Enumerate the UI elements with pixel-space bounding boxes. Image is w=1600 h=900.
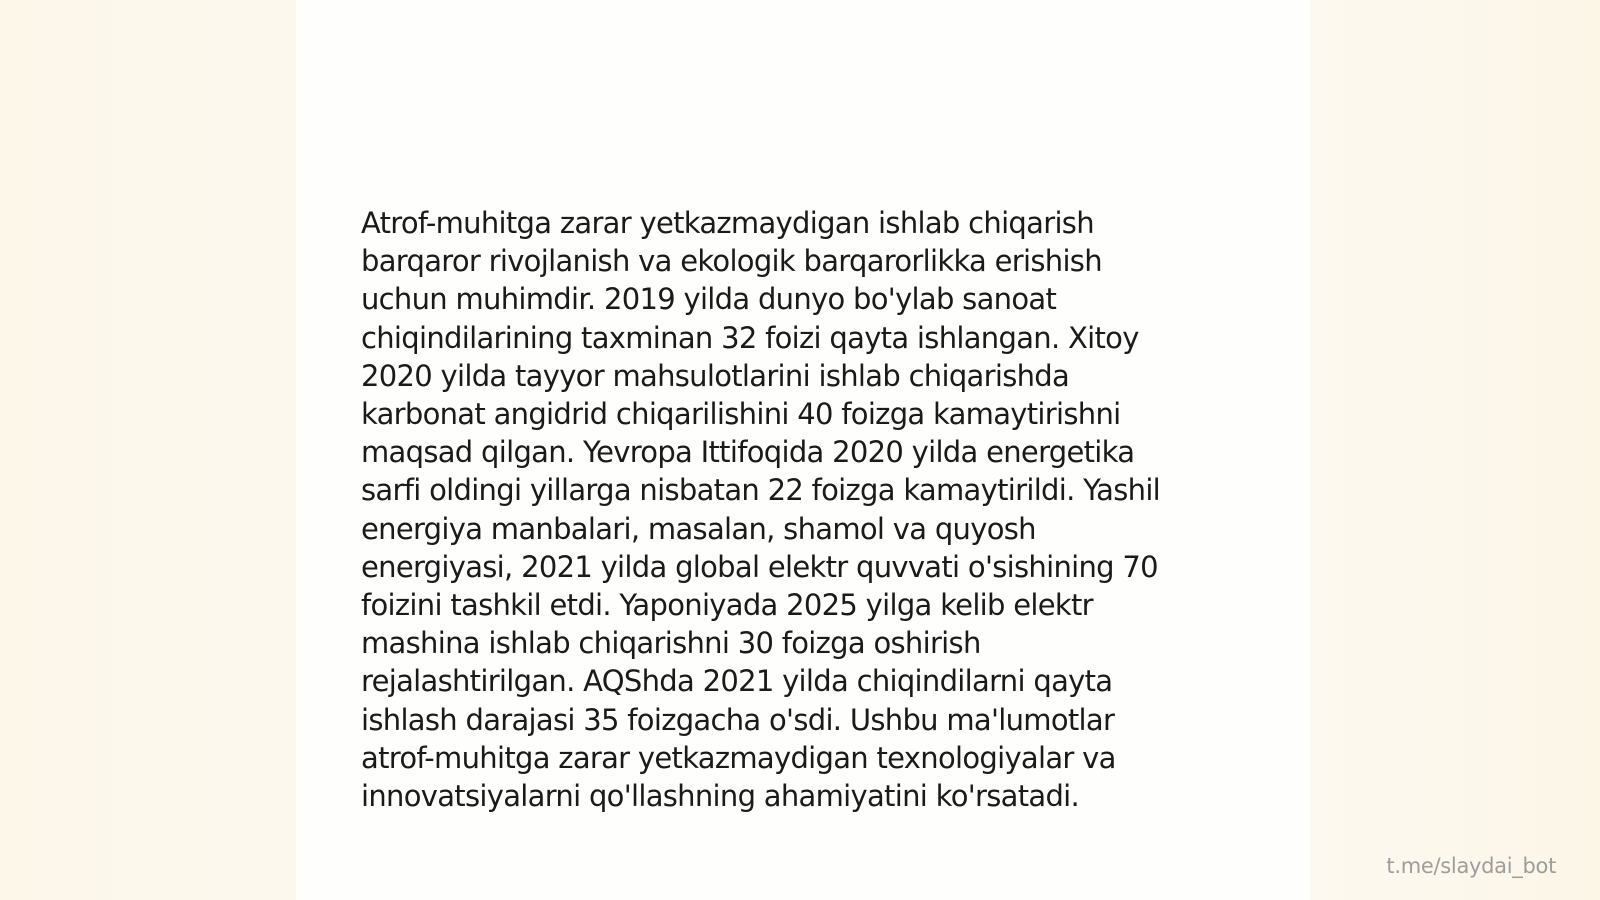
- left-margin-panel: [0, 0, 296, 900]
- slide-body-text: Atrof-muhitga zarar yetkazmaydigan ishlab chiqarish barqaror rivojlanish va ekologik barqarorlikka erishish uchun muhimdir. 2019 yilda dunyo bo'ylab sanoat chiqindilarining taxminan 32 foizi qayta ishlangan. Xitoy 2020 yilda tayyor mahsulotlarini ishlab chiqarishda karbonat angidrid chiqarilishini 40 foizga kamaytirishni maqsad qilgan. Yevropa Ittifoqida 2020 yilda energetika sarfi oldingi yillarga nisbatan 22 foizga kamaytirildi. Yashil energiya manbalari, masalan, shamol va quyosh energiyasi, 2021 yilda global elektr quvvati o'sishining 70 foizini tashkil etdi. Yaponiyada 2025 yilga kelib elektr mashina ishlab chiqarishni 30 foizga oshirish rejalashtirilgan. AQShda 2021 yilda chiqindilarni qayta ishlash darajasi 35 foizgacha o'sdi. Ushbu ma'lumotlar atrof-muhitga zarar yetkazmaydigan texnologiyalar va innovatsiyalarni qo'llashning ahamiyatini ko'rsatadi.: [361, 206, 1161, 814]
- watermark-link: t.me/slaydai_bot: [1386, 854, 1556, 878]
- slide-canvas: [296, 0, 1310, 900]
- right-margin-panel: [1310, 0, 1600, 900]
